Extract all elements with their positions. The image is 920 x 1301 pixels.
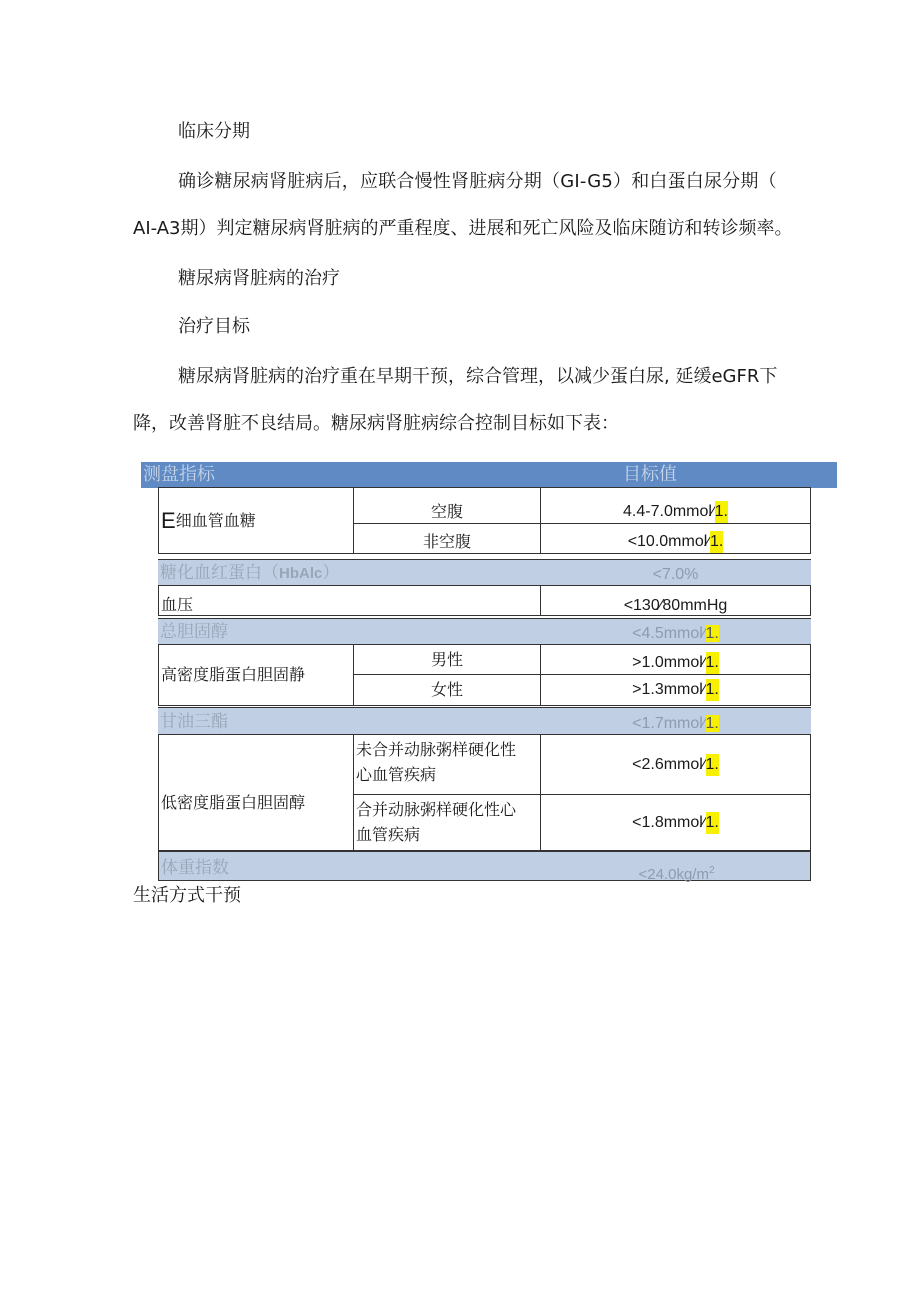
ldl-cond1-label xyxy=(353,734,541,795)
heading-treatment: 糖尿病肾脏病的治疗 xyxy=(178,268,340,289)
header-target: 目标值 xyxy=(623,464,677,485)
female-value-text: >1.3mmol∕ xyxy=(632,681,706,698)
hdl-male-label xyxy=(353,644,541,675)
fasting-value-text: 4.4-7.0mmol∕ xyxy=(623,502,715,520)
hba1c-value: <7.0% xyxy=(652,566,699,583)
paragraph-goal-line2: 降，改善肾脏不良结局。糖尿病肾脏病综合控制目标如下表： xyxy=(133,413,619,434)
bp-value xyxy=(540,585,811,616)
bmi-label: 体重指数 xyxy=(161,858,229,878)
cond1-line1: 未合并动脉粥样硬化性 xyxy=(356,740,517,759)
nonfasting-unit-highlight: 1. xyxy=(710,531,723,553)
tg-unit-highlight: 1. xyxy=(705,715,719,732)
paragraph-staging-line2: AI-A3期）判定糖尿病肾脏病的严重程度、进展和死亡风险及临床随访和转诊频率。 xyxy=(133,218,793,239)
ldl-cond2-label xyxy=(353,794,541,851)
ldl-label: 低密度脂蛋白胆固醇 xyxy=(161,792,306,812)
female-text: 女性 xyxy=(430,680,463,699)
header-indicator: 测盘指标 xyxy=(143,464,215,485)
hdl-label: 高密度脂蛋白胆固静 xyxy=(161,665,306,684)
glucose-prefix: E xyxy=(161,507,176,533)
bp-label: 血压 xyxy=(161,594,194,614)
cond2-value-text: <1.8mmol∕ xyxy=(632,813,706,831)
bp-value-text: <130∕80mmHg xyxy=(623,596,728,614)
glucose-nonfasting-value xyxy=(540,523,811,554)
glucose-fasting-label xyxy=(353,487,541,524)
hba1c-label-b: HbAlc xyxy=(279,565,323,582)
heading-clinical-staging: 临床分期 xyxy=(178,121,250,142)
heading-treatment-goal: 治疗目标 xyxy=(178,316,250,337)
row-glucose-label xyxy=(158,487,354,554)
tc-value-text: <4.5mmol∕ xyxy=(632,625,706,642)
cond2-line2: 血管疾病 xyxy=(356,825,421,844)
row-tc xyxy=(158,618,811,645)
row-tg xyxy=(158,707,811,735)
female-unit-highlight: 1. xyxy=(706,679,719,701)
paragraph-staging-line1: 确诊糖尿病肾脏病后，应联合慢性肾脏病分期（GI-G5）和白蛋白尿分期（ xyxy=(178,171,777,192)
glucose-fasting-value xyxy=(540,487,811,524)
tg-label: 甘油三酯 xyxy=(160,712,228,732)
cond1-value-text: <2.6mmol∕ xyxy=(632,755,706,773)
cond2-unit-highlight: 1. xyxy=(706,812,719,834)
fasting-unit-highlight: 1. xyxy=(715,501,728,523)
glucose-label: 细血管血糖 xyxy=(175,510,256,530)
cond1-unit-highlight: 1. xyxy=(706,754,719,776)
cond1-line2: 心血管疾病 xyxy=(356,765,437,784)
male-unit-highlight: 1. xyxy=(706,652,719,674)
ldl-cond1-value xyxy=(540,734,811,795)
row-hba1c xyxy=(158,559,811,586)
hdl-male-value xyxy=(540,644,811,675)
paragraph-goal-line1: 糖尿病肾脏病的治疗重在早期干预，综合管理，以减少蛋白尿, 延缓eGFR下 xyxy=(178,366,778,387)
tc-label: 总胆固醇 xyxy=(160,622,228,642)
tc-value xyxy=(540,623,811,645)
male-text: 男性 xyxy=(430,649,463,669)
male-value-text: >1.0mmol∕ xyxy=(632,653,706,671)
table-header xyxy=(141,462,837,488)
bmi-value xyxy=(541,860,812,886)
fasting-text: 空腹 xyxy=(430,501,463,521)
hba1c-label-a: 糖化血红蛋白（ xyxy=(160,563,279,583)
nonfasting-value-text: <10.0mmol∕ xyxy=(627,532,710,550)
row-ldl-label xyxy=(158,734,354,851)
row-bp-label xyxy=(158,585,541,616)
heading-lifestyle: 生活方式干预 xyxy=(133,885,241,906)
tg-value-text: <1.7mmol∕ xyxy=(632,715,706,732)
bmi-superscript: 2 xyxy=(708,865,715,876)
hdl-female-label xyxy=(353,674,541,706)
tc-unit-highlight: 1. xyxy=(705,625,719,642)
nonfasting-text: 非空腹 xyxy=(422,531,471,551)
cond2-line1: 合并动脉粥样硬化性心 xyxy=(356,800,517,819)
hba1c-label-c: ） xyxy=(322,563,340,583)
tg-value xyxy=(540,713,811,735)
ldl-cond2-value xyxy=(540,794,811,851)
glucose-nonfasting-label xyxy=(353,523,541,554)
row-hdl-label xyxy=(158,644,354,706)
row-bmi xyxy=(158,851,811,881)
hba1c-label xyxy=(160,562,339,585)
hdl-female-value xyxy=(540,674,811,706)
bmi-value-text: <24.0kg/m xyxy=(638,866,709,883)
